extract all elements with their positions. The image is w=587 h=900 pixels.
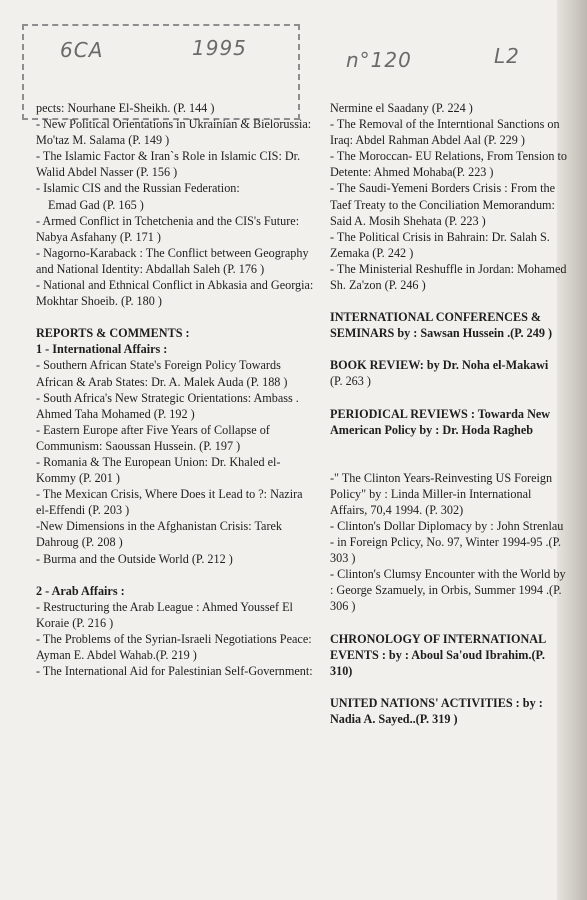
spacer [36, 309, 318, 325]
contents-entry: (P. 263 ) [330, 374, 371, 389]
contents-column-left [36, 100, 318, 679]
section-heading: UNITED NATIONS' ACTIVITIES : by : Nadia A. Sayed..(P. 319 ) [330, 695, 543, 726]
handwritten-corner-mark: L2 [494, 44, 520, 68]
contents-entry: - The Saudi-Yemeni Borders Crisis : From the Taef Treaty to the Conciliation Memorandum: Said A. Mosih Shehata (P. 223 ) [330, 181, 556, 228]
contents-entry: - Clinton's Dollar Diplomacy by : John Strenlau - in Foreign Pclicy, No. 97, Winter 1994-95 .(P. 303 ) [330, 518, 564, 566]
handwritten-year: 1995 [192, 36, 247, 60]
contents-entry: - South Africa's New Strategic Orientations: Ambass . Ahmed Taha Mohamed (P. 192 ) [36, 390, 299, 421]
contents-column-right [330, 100, 568, 727]
contents-entry: - The Problems of the Syrian-Israeli Negotiations Peace: Ayman E. Abdel Wahab.(P. 219 ) [36, 631, 312, 662]
contents-entry: - The Islamic Factor & Iran`s Role in Islamic CIS: Dr. Walid Abdel Nasser (P. 156 ) [36, 149, 301, 180]
section-heading: INTERNATIONAL CONFERENCES & SEMINARS by : Sawsan Hussein .(P. 249 ) [330, 310, 553, 341]
section-heading: CHRONOLOGY OF INTERNATIONAL EVENTS : by : Aboul Sa'oud Ibrahim.(P. 310) [330, 631, 546, 678]
contents-entry: - The Mexican Crisis, Where Does it Lead to ?: Nazira el-Effendi (P. 203 ) [36, 487, 303, 518]
spacer [36, 567, 318, 583]
spacer [330, 341, 568, 357]
contents-entry: - The Removal of the Interntional Sanctions on Iraq: Abdel Rahman Abdel Aal (P. 229 ) [330, 117, 560, 148]
handwritten-issue-number: n°120 [346, 48, 412, 72]
contents-entry: pects: Nourhane El-Sheikh. (P. 144 ) [36, 101, 215, 115]
contents-entry: - Restructuring the Arab League : Ahmed Youssef El Koraie (P. 216 ) [36, 599, 293, 630]
contents-entry: - The Political Crisis in Bahrain: Dr. Salah S. Zemaka (P. 242 ) [330, 229, 550, 260]
contents-entry: - New Political Orientations in Ukrainian & Bielorussia: Mo'taz M. Salama (P. 149 ) [36, 117, 312, 148]
handwritten-stamp-code: 6CA [60, 38, 104, 62]
spacer [330, 390, 568, 406]
contents-entry: - Romania & The European Union: Dr. Khaled el-Kommy (P. 201 ) [36, 454, 281, 486]
contents-entry: - Clinton's Clumsy Encounter with the World by : George Szamuely, in Orbis, Summer 1994 .(P. 306 ) [330, 567, 566, 614]
contents-entry: - Burma and the Outside World (P. 212 ) [36, 551, 233, 566]
section-heading: BOOK REVIEW: by Dr. Noha el-Makawi [330, 358, 549, 373]
contents-entry: -New Dimensions in the Afghanistan Crisis: Tarek Dahroug (P. 208 ) [36, 519, 283, 550]
contents-entry: Nermine el Saadany (P. 224 ) [330, 101, 473, 115]
contents-entry: - Eastern Europe after Five Years of Collapse of Communism: Saoussan Hussein. (P. 197 ) [36, 422, 270, 453]
section-heading: 1 - International Affairs : [36, 342, 168, 357]
contents-entry: - Armed Conflict in Tchetchenia and the CIS's Future: Nabya Asfahany (P. 171 ) [36, 213, 300, 244]
section-heading: PERIODICAL REVIEWS : Towarda New American Policy by : Dr. Hoda Ragheb [330, 406, 551, 437]
spacer [330, 438, 568, 454]
contents-entry: - The Ministerial Reshuffle in Jordan: Mohamed Sh. Za'zon (P. 246 ) [330, 261, 567, 293]
spacer [330, 454, 568, 470]
section-heading: REPORTS & COMMENTS : [36, 326, 190, 341]
section-heading: 2 - Arab Affairs : [36, 583, 125, 598]
spacer [330, 679, 568, 695]
contents-entry: - National and Ethnical Conflict in Abkasia and Georgia: Mokhtar Shoeib. (P. 180 ) [36, 278, 314, 309]
contents-entry: - Islamic CIS and the Russian Federation: [36, 181, 240, 196]
contents-entry: - The Moroccan- EU Relations, From Tension to Detente: Ahmed Mohaba(P. 223 ) [330, 149, 567, 180]
spacer [330, 615, 568, 631]
contents-entry: - The International Aid for Palestinian Self-Government: [36, 664, 313, 679]
contents-entry: - Nagorno-Karaback : The Conflict between Geography and National Identity: Abdallah Saleh (P. 176 ) [36, 245, 309, 276]
contents-entry: -" The Clinton Years-Reinvesting US Foreign Policy" by : Linda Miller-in International Affairs, 70,4 1994. (P. 302) [330, 470, 553, 517]
spacer [330, 293, 568, 309]
contents-entry: - Southern African State's Foreign Policy Towards African & Arab States: Dr. A. Malek Auda (P. 188 ) [36, 358, 288, 389]
contents-entry: Emad Gad (P. 165 ) [48, 197, 144, 212]
